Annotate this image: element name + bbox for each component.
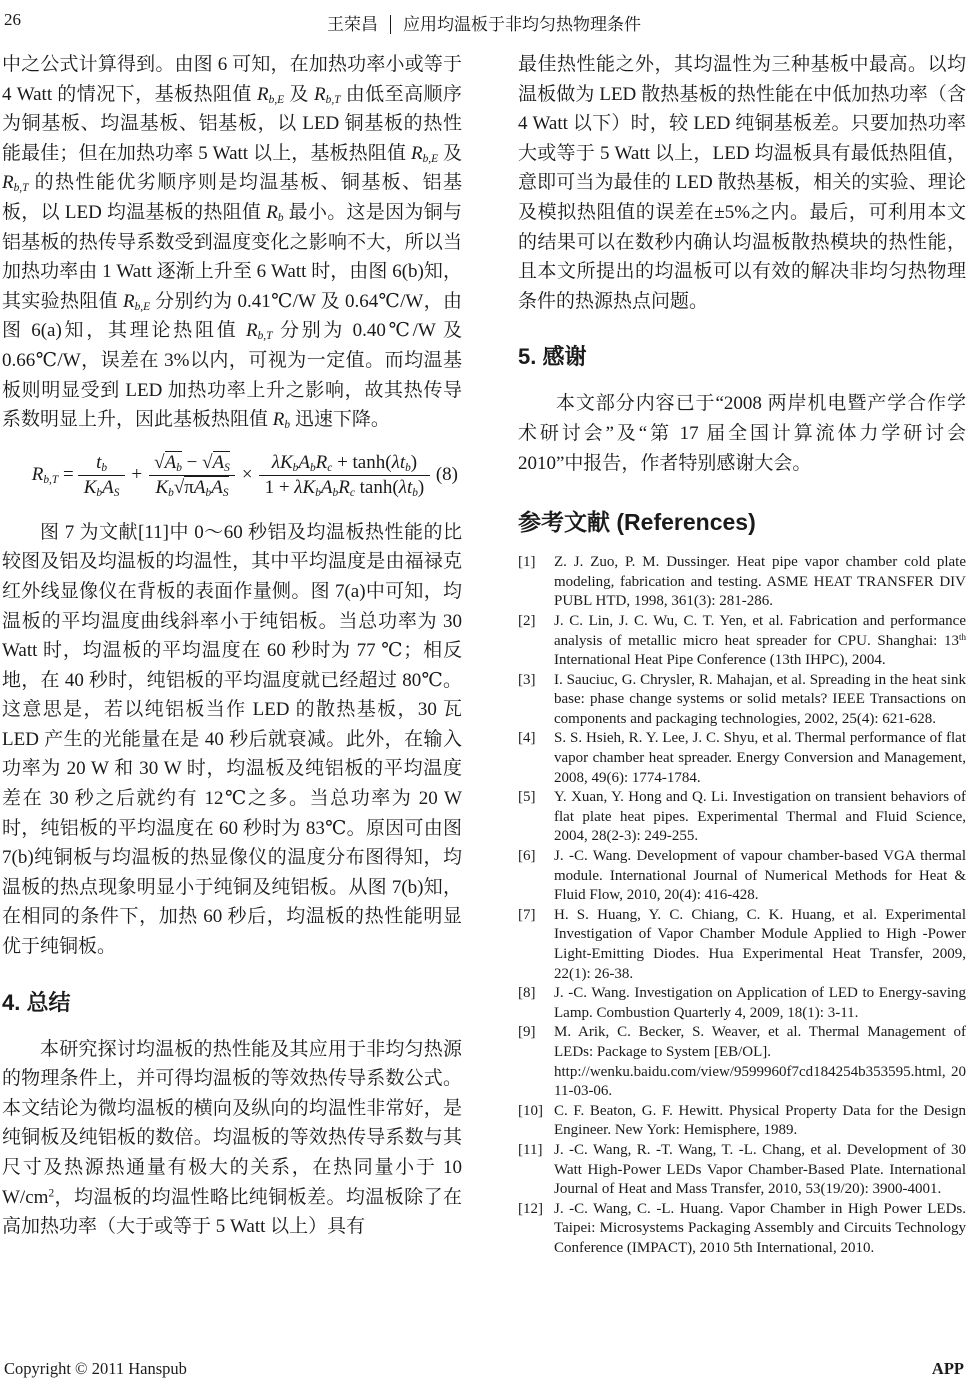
right-column	[518, 50, 966, 1259]
reference-item	[518, 729, 966, 788]
fraction-denominator: $K_b√\pi A_bA_S$	[149, 475, 234, 500]
reference-label: [6]	[518, 848, 536, 865]
reference-text: M. Arik, C. Becker, S. Weaver, et al. Thermal Management of LEDs: Package to System [EB/OL]. http://wenku.baidu.com/view/9599960f7cd184254b353595.html, 2011-03-06.	[554, 1024, 966, 1100]
fraction-denominator: $K_bA_S$	[78, 475, 126, 500]
fraction-numerator: $t_b$	[96, 451, 108, 474]
reference-item	[518, 788, 966, 847]
paragraph-conclusion: 本研究探讨均温板的热性能及其应用于非均匀热源的物理条件上，并可得均温板的等效热传导系数公式。本文结论为微均温板的横向及纵向的均温性非常好，是纯铜板及纯铝板的数倍。均温板的等效热传导系数与其尺寸及热源热通量有极大的关系，在热同量小于 10 $W/cm^2$，均温板的均温性略比纯铜板差。均温板除了在高加热功率（大于或等于 5 Watt 以上）具有	[2, 1038, 462, 1238]
reference-label: [5]	[518, 789, 536, 806]
reference-label: [1]	[518, 554, 536, 571]
reference-label: [10]	[518, 1102, 543, 1119]
header-separator	[390, 15, 391, 34]
reference-text: J. -C. Wang, C. -L. Huang. Vapor Chamber in High Power LEDs. Taipei: Microsystems Packaging Assembly and Circuits Technology Conference (IMPACT), 2010 5th International, 2010.	[554, 1200, 966, 1256]
equation-lhs: $R_{b,T}$ =	[31, 464, 74, 487]
left-column	[2, 50, 462, 1259]
two-column-body	[2, 50, 966, 1259]
fraction-numerator: $\lambda K_bA_bR_c + \tanh(\lambda t_b)$	[271, 451, 418, 474]
running-head	[2, 10, 966, 35]
equation-fraction-2	[148, 451, 236, 500]
references-heading: 参考文献 (References)	[518, 509, 756, 536]
reference-text: J. -C. Wang. Investigation on Application of LED to Energy-saving Lamp. Combustion Quarterly 4, 2009, 18(1): 3-11.	[554, 985, 966, 1021]
equation-8	[2, 451, 462, 500]
reference-label: [3]	[518, 671, 536, 688]
reference-text: H. S. Huang, Y. C. Chiang, C. K. Huang, et al. Experimental Investigation of Vapor Chamber Module Applied to High -Power Light-Emitting Diodes. Hua Experimental Heat Transfer, 2009, 22(1): 26-38.	[554, 906, 966, 982]
page-header	[2, 8, 966, 42]
reference-text: C. F. Beaton, G. F. Hewitt. Physical Property Data for the Design Engineer. New York: Hemisphere, 1989.	[554, 1102, 966, 1139]
reference-text: Y. Xuan, Y. Hong and Q. Li. Investigation on transient behaviors of flat plate heat pipes. Experimental Thermal and Fluid Science, 2004, 28(2-3): 249-255.	[554, 789, 966, 845]
paragraph-continuation: 中之公式计算得到。由图 6 可知，在加热功率小或等于 4 Watt 的情况下，基板热阻值 $R_{b,E}$ 及 $R_{b,T}$ 由低至高顺序为铜基板、均温基板、铝基板，以 LED 铜基板的热性能最佳；但在加热功率 5 Watt 以上，基板热阻值 $R_{b,E}$ 及 $R_{b,T}$ 的热性能优劣顺序则是均温基板、铜基板、铝基板，以 LED 均温基板的热阻值 $R_b$ 最小。这是因为铜与铝基板的热传导系数受到温度变化之影响不大，所以当加热功率由 1 Watt 逐渐上升至 6 Watt 时，由图 6(b)知，其实验热阻值 $R_{b,E}$ 分别约为 0.41℃/W 及 0.64℃/W，由图 6(a)知，其理论热阻值 $R_{b,T}$ 分别为 0.40℃/W 及 0.66℃/W，误差在 3%以内，可视为一定值。而均温基板则明显受到 LED 加热功率上升之影响，故其热传导系数明显上升，因此基板热阻值 $R_b$ 迅速下降。	[2, 54, 463, 431]
reference-label: [11]	[518, 1141, 543, 1158]
header-title: 应用均温板于非均匀热物理条件	[403, 15, 641, 34]
fraction-numerator: $√A_b - √A_S$	[154, 451, 230, 474]
equation-fraction-1	[78, 451, 126, 500]
reference-item	[518, 553, 966, 612]
page-number: 26	[4, 10, 21, 29]
reference-text: J. -C. Wang. Development of vapour chamber-based VGA thermal module. International Journal of Numerical Methods for Heat & Fluid Flow, 2010, 20(4): 416-428.	[554, 848, 966, 904]
copyright-text: Copyright © 2011 Hanspub	[4, 1359, 187, 1378]
reference-item	[518, 612, 966, 671]
reference-label: [2]	[518, 612, 536, 629]
reference-item	[518, 1023, 966, 1101]
reference-item	[518, 1141, 966, 1200]
equation-fraction-3	[259, 451, 431, 500]
reference-item	[518, 984, 966, 1023]
paragraph-figure7: 图 7 为文献[11]中 0～60 秒铝及均温板热性能的比较图及铝及均温板的均温性，其中平均温度是由福禄克红外线显像仪在背板的表面作量侧。图 7(a)中可知，均温板的平均温度曲线斜率小于纯铝板。当总功率为 30 Watt 时，均温板的平均温度在 60 秒时为 77 ℃；相反地，在 40 秒时，纯铝板的平均温度就已经超过 80℃。这意思是，若以纯铝板当作 LED 的散热基板，30 瓦 LED 产生的光能量在是 40 秒后就衰减。此外，在输入功率为 20 W 和 30 W 时，均温板及纯铝板的平均温度差在 30 秒之后就约有 12℃之多。当总功率为 20 W 时，纯铝板的平均温度在 60 秒时为 83℃。原因可由图 7(b)纯铜板与均温板的热显像仪的温度分布图得知，均温板的热点现象明显小于纯铜及纯铝板。从图 7(b)知，在相同的条件下，加热 60 秒后，均温板的热性能明显优于纯铜板。	[2, 521, 462, 958]
plus-operator: +	[131, 464, 143, 486]
reference-item	[518, 671, 966, 730]
reference-text: J. C. Lin, J. C. Wu, C. T. Yen, et al. Fabrication and performance analysis of metallic micro heat spreader for CPU. Shanghai: 13th International Heat Pipe Conference (13th IHPC), 2004.	[554, 612, 966, 669]
reference-label: [7]	[518, 906, 536, 923]
footer-page-label: APP	[931, 1359, 964, 1378]
references-list	[518, 553, 966, 1258]
header-author: 王荣昌	[327, 15, 378, 34]
reference-label: [4]	[518, 730, 536, 747]
reference-text: J. -C. Wang, R. -T. Wang, T. -L. Chang, et al. Development of 30 Watt High-Power LEDs Vapor Chamber-Based Plate. International Journal of Heat and Mass Transfer, 2010, 53(19/20): 3900-4001.	[554, 1141, 966, 1198]
reference-text: I. Sauciuc, G. Chrysler, R. Mahajan, et al. Spreading in the heat sink base: phase change systems or solid metals? IEEE Transactions on components and packaging technologies, 2002, 25(4): 621-628.	[554, 671, 966, 727]
section-heading-acknowledgement: 5. 感谢	[518, 344, 587, 370]
times-operator: ×	[241, 464, 253, 486]
reference-item	[518, 847, 966, 906]
reference-item	[518, 1102, 966, 1141]
reference-label: [9]	[518, 1024, 536, 1041]
section-heading-conclusion: 4. 总结	[2, 989, 71, 1015]
fraction-denominator: $1 + \lambda K_bA_bR_c$ $\tanh(\lambda t_b)$	[259, 475, 431, 500]
reference-item	[518, 906, 966, 984]
paragraph-acknowledgement: 本文部分内容已于“2008 两岸机电暨产学合作学术研讨会”及“第 17 届全国计算流体力学研讨会 2010”中报告，作者特别感谢大会。	[518, 393, 966, 474]
reference-text: Z. J. Zuo, P. M. Dussinger. Heat pipe vapor chamber cold plate modeling, fabrication and testing. ASME HEAT TRANSFER DIV PUBL HTD, 1998, 361(3): 281-286.	[554, 554, 966, 610]
paragraph-continuation: 最佳热性能之外，其均温性为三种基板中最高。以均温板做为 LED 散热基板的热性能在中低加热功率（含 4 Watt 以下）时，较 LED 纯铜基板差。只要加热功率大或等于 5 Watt 以上，LED 均温板具有最低热阻值，意即可当为最佳的 LED 散热基板，相关的实验、理论及模拟热阻值的误差在±5%之内。最后，可利用本文的结果可以在数秒内确认均温板散热模块的热性能，且本文所提出的均温板可以有效的解决非均匀热物理条件的热源热点问题。	[518, 54, 966, 312]
page-footer	[4, 1359, 964, 1379]
reference-text: S. S. Hsieh, R. Y. Lee, J. C. Shyu, et al. Thermal performance of flat vapor chamber heat spreader. Energy Conversion and Management, 2008, 49(6): 1774-1784.	[554, 730, 966, 786]
reference-label: [12]	[518, 1200, 543, 1217]
reference-item	[518, 1200, 966, 1259]
equation-number: (8)	[435, 464, 458, 486]
reference-label: [8]	[518, 985, 536, 1002]
